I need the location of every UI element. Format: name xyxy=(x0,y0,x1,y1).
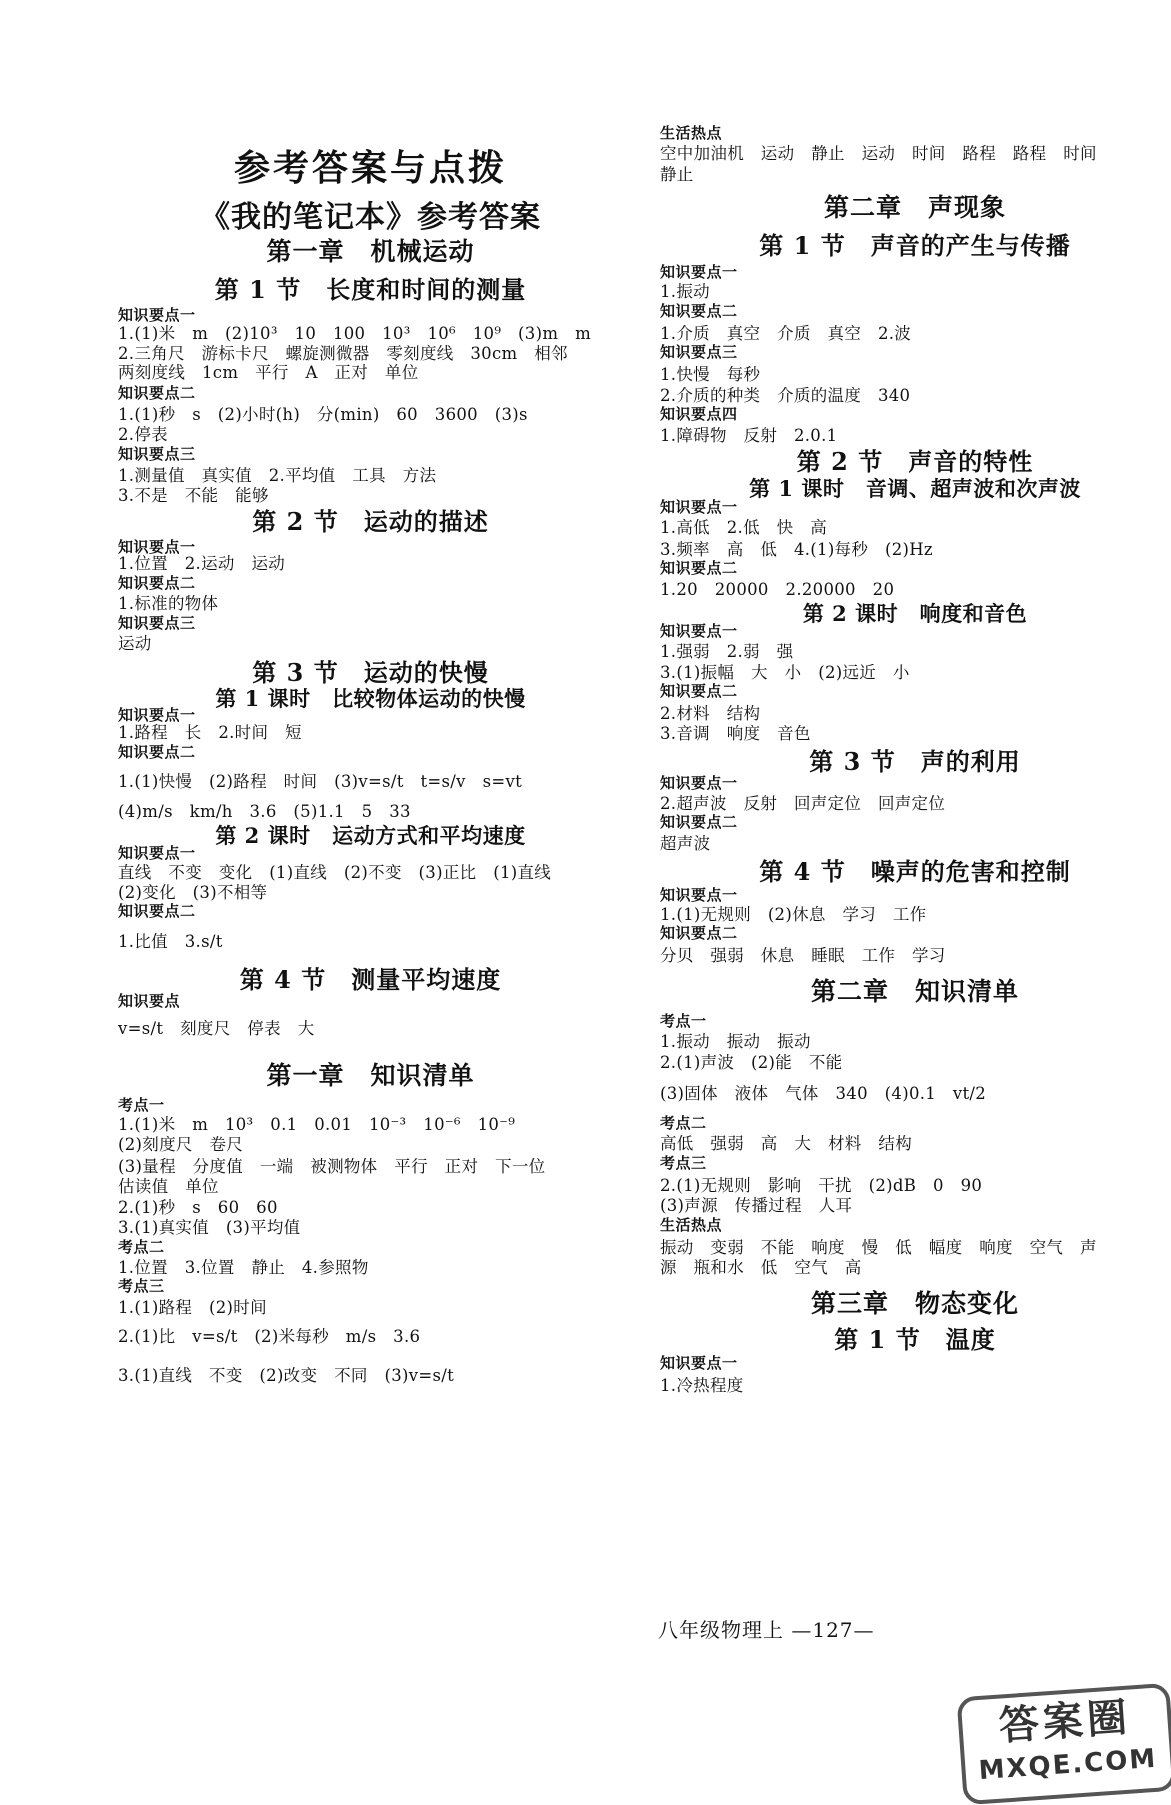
answer-line: 1.强弱 2.弱 强 xyxy=(660,642,794,661)
point-label: 生活热点 xyxy=(660,1216,723,1234)
point-label: 知识要点二 xyxy=(118,902,196,920)
point-label: 知识要点一 xyxy=(660,498,738,516)
lesson-heading: 第 1 课时 比较物体运动的快慢 xyxy=(215,686,526,711)
chapter-heading: 第二章 知识清单 xyxy=(810,977,1019,1006)
answer-line: 1.高低 2.低 快 高 xyxy=(660,518,828,537)
point-label: 知识要点一 xyxy=(660,622,738,640)
answer-line: 1.(1)路程 (2)时间 xyxy=(118,1298,267,1317)
point-label: 考点二 xyxy=(660,1114,707,1132)
point-label: 知识要点一 xyxy=(118,706,196,724)
watermark-url: MXQE.COM xyxy=(977,1743,1159,1787)
answer-line: 1.比值 3.s/t xyxy=(118,932,223,951)
answer-line: 2.三角尺 游标卡尺 螺旋测微器 零刻度线 30cm 相邻 xyxy=(118,344,568,363)
point-label: 知识要点二 xyxy=(660,559,738,577)
point-label: 知识要点二 xyxy=(660,924,738,942)
answer-line: 2.(1)比 v=s/t (2)米每秒 m/s 3.6 xyxy=(118,1327,421,1346)
point-label: 知识要点二 xyxy=(118,743,196,761)
section-heading: 第 4 节 噪声的危害和控制 xyxy=(759,857,1071,886)
answer-line: 1.振动 振动 振动 xyxy=(660,1032,811,1051)
answer-line: 直线 不变 变化 (1)直线 (2)不变 (3)正比 (1)直线 xyxy=(118,863,552,882)
answer-line: v=s/t 刻度尺 停表 大 xyxy=(118,1019,315,1038)
watermark-text: 答案圈 xyxy=(997,1694,1133,1750)
point-label: 知识要点二 xyxy=(660,302,738,320)
point-label: 知识要点二 xyxy=(118,574,196,592)
answer-line: 估读值 单位 xyxy=(118,1177,219,1196)
answer-line: (2)变化 (3)不相等 xyxy=(118,883,268,902)
answer-line: 3.不是 不能 能够 xyxy=(118,486,269,505)
answer-line: 1.振动 xyxy=(660,282,710,301)
page-footer: 八年级物理上 —127— xyxy=(658,1618,875,1642)
point-label: 知识要点一 xyxy=(660,886,738,904)
answer-line: (3)量程 分度值 一端 被测物体 平行 正对 下一位 xyxy=(118,1157,546,1176)
point-label: 知识要点一 xyxy=(660,263,738,281)
answer-line: 1.位置 3.位置 静止 4.参照物 xyxy=(118,1258,369,1277)
answer-line: 3.(1)真实值 (3)平均值 xyxy=(118,1218,301,1237)
point-label: 知识要点三 xyxy=(118,614,196,632)
point-label: 知识要点一 xyxy=(118,844,196,862)
page-title: 参考答案与点拨 xyxy=(233,147,507,189)
answer-line: 3.频率 高 低 4.(1)每秒 (2)Hz xyxy=(660,540,933,559)
answer-line: 空中加油机 运动 静止 运动 时间 路程 路程 时间 xyxy=(660,144,1097,163)
answer-line: 1.测量值 真实值 2.平均值 工具 方法 xyxy=(118,466,437,485)
answer-line: (3)声源 传播过程 人耳 xyxy=(660,1196,853,1215)
point-label: 知识要点一 xyxy=(660,774,738,792)
answer-line: 2.介质的种类 介质的温度 340 xyxy=(660,386,911,405)
answer-line: 2.停表 xyxy=(118,425,168,444)
answer-line: 源 瓶和水 低 空气 高 xyxy=(660,1258,862,1277)
answer-line: 1.(1)快慢 (2)路程 时间 (3)v=s/t t=s/v s=vt xyxy=(118,772,523,791)
answer-line: 3.(1)直线 不变 (2)改变 不同 (3)v=s/t xyxy=(118,1366,455,1385)
chapter-heading: 第三章 物态变化 xyxy=(810,1289,1019,1318)
section-heading: 第 3 节 运动的快慢 xyxy=(252,658,489,687)
answer-line: 1.路程 长 2.时间 短 xyxy=(118,723,302,742)
lesson-heading: 第 1 课时 音调、超声波和次声波 xyxy=(749,476,1081,501)
section-heading: 第 1 节 长度和时间的测量 xyxy=(214,275,527,304)
answer-line: 3.(1)振幅 大 小 (2)远近 小 xyxy=(660,663,910,682)
point-label: 生活热点 xyxy=(660,124,723,142)
answer-line: (2)刻度尺 卷尺 xyxy=(118,1135,244,1154)
answer-line: 1.快慢 每秒 xyxy=(660,365,761,384)
lesson-heading: 第 2 课时 运动方式和平均速度 xyxy=(215,823,526,848)
chapter-heading: 第二章 声现象 xyxy=(823,193,1006,222)
answer-line: 1.(1)无规则 (2)休息 学习 工作 xyxy=(660,905,927,924)
point-label: 知识要点三 xyxy=(660,343,738,361)
answer-line: 3.音调 响度 音色 xyxy=(660,724,811,743)
chapter-heading: 第一章 知识清单 xyxy=(266,1061,475,1090)
answer-line: (3)固体 液体 气体 340 (4)0.1 vt/2 xyxy=(660,1084,987,1103)
answer-line: 高低 强弱 高 大 材料 结构 xyxy=(660,1134,912,1153)
section-heading: 第 4 节 测量平均速度 xyxy=(239,965,502,994)
answer-line: 1.(1)秒 s (2)小时(h) 分(min) 60 3600 (3)s xyxy=(118,405,528,424)
watermark-logo xyxy=(956,1683,1171,1805)
answer-line: 1.20 20000 2.20000 20 xyxy=(660,580,895,599)
point-label: 考点三 xyxy=(660,1154,707,1172)
answer-line: 2.材料 结构 xyxy=(660,704,761,723)
point-label: 考点一 xyxy=(118,1096,165,1114)
answer-line: 1.冷热程度 xyxy=(660,1376,744,1395)
section-heading: 第 1 节 声音的产生与传播 xyxy=(759,231,1071,260)
answer-line: 1.(1)米 m 10³ 0.1 0.01 10⁻³ 10⁻⁶ 10⁻⁹ xyxy=(118,1115,516,1134)
lesson-heading: 第 2 课时 响度和音色 xyxy=(802,601,1028,626)
answer-line: 分贝 强弱 休息 睡眠 工作 学习 xyxy=(660,946,946,965)
section-heading: 第 1 节 温度 xyxy=(834,1325,996,1354)
answer-line: 静止 xyxy=(660,165,694,184)
answer-line: 运动 xyxy=(118,634,152,653)
point-label: 知识要点二 xyxy=(118,384,196,402)
answer-line: 1.障碍物 反射 2.0.1 xyxy=(660,426,838,445)
answer-line: 两刻度线 1cm 平行 A 正对 单位 xyxy=(118,363,419,382)
answer-line: 2.(1)秒 s 60 60 xyxy=(118,1198,278,1217)
answer-line: 超声波 xyxy=(660,834,711,853)
section-heading: 第 2 节 声音的特性 xyxy=(796,447,1034,476)
answer-line: 1.位置 2.运动 运动 xyxy=(118,554,286,573)
answer-line: 1.标准的物体 xyxy=(118,594,219,613)
answer-line: 振动 变弱 不能 响度 慢 低 幅度 响度 空气 声 xyxy=(660,1238,1097,1257)
chapter-heading: 第一章 机械运动 xyxy=(266,237,475,266)
answer-line: 2.超声波 反射 回声定位 回声定位 xyxy=(660,794,946,813)
point-label: 考点一 xyxy=(660,1012,707,1030)
point-label: 知识要点二 xyxy=(660,682,738,700)
page-subtitle: 《我的笔记本》参考答案 xyxy=(200,200,541,235)
section-heading: 第 2 节 运动的描述 xyxy=(252,507,489,536)
answer-line: 1.介质 真空 介质 真空 2.波 xyxy=(660,324,912,343)
point-label: 知识要点一 xyxy=(660,1354,738,1372)
section-heading: 第 3 节 声的利用 xyxy=(809,747,1021,776)
point-label: 知识要点二 xyxy=(660,813,738,831)
answer-line: 1.(1)米 m (2)10³ 10 100 10³ 10⁶ 10⁹ (3)m m xyxy=(118,324,592,343)
point-label: 知识要点一 xyxy=(118,306,196,324)
answer-line: 2.(1)无规则 影响 干扰 (2)dB 0 90 xyxy=(660,1176,983,1195)
point-label: 知识要点四 xyxy=(660,405,738,423)
answer-line: (4)m/s km/h 3.6 (5)1.1 5 33 xyxy=(118,802,411,821)
point-label: 考点二 xyxy=(118,1238,165,1256)
point-label: 知识要点三 xyxy=(118,445,196,463)
point-label: 知识要点一 xyxy=(118,538,196,556)
answer-line: 2.(1)声波 (2)能 不能 xyxy=(660,1053,843,1072)
point-label: 知识要点 xyxy=(118,992,181,1010)
point-label: 考点三 xyxy=(118,1277,165,1295)
